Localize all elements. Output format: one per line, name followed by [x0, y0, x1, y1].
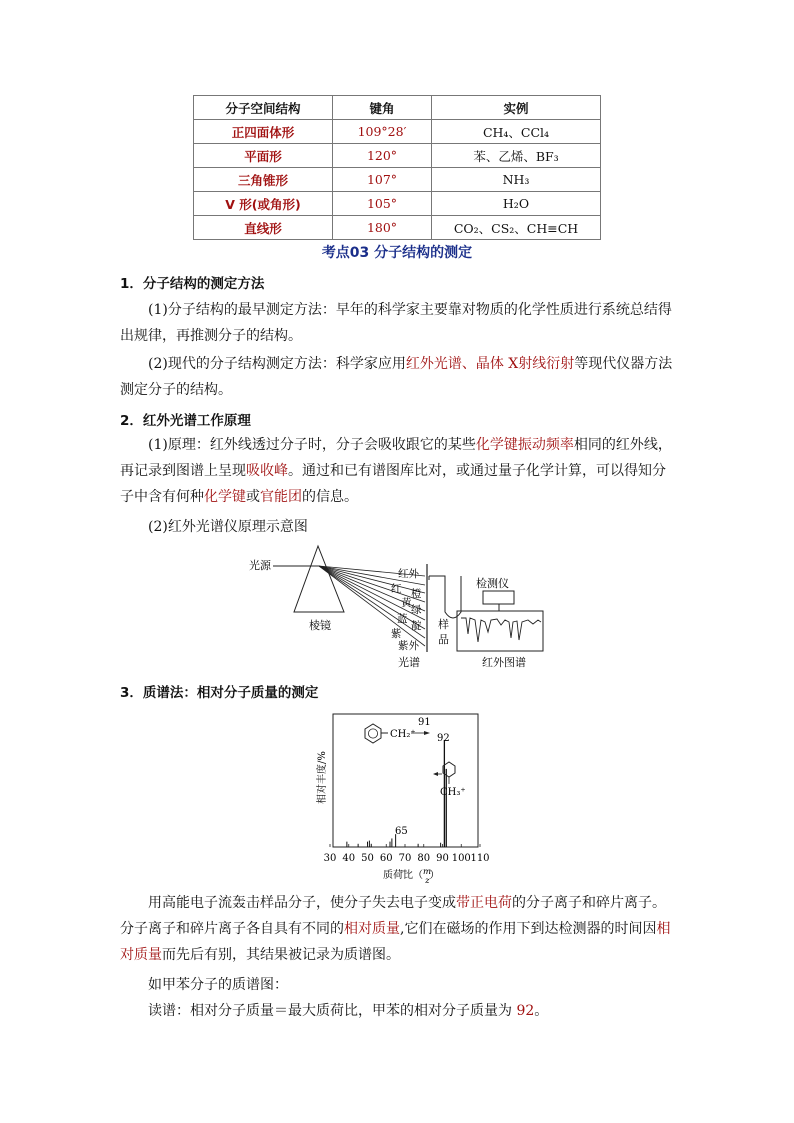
x-axis-label-suffix: ） — [429, 870, 440, 881]
section3-paragraph2: 如甲苯分子的质谱图： — [148, 977, 288, 993]
x-tick-label: 110 — [470, 853, 490, 864]
row-shape: 三角锥形 — [194, 168, 333, 192]
x-tick-label: 100 — [451, 853, 471, 864]
highlight-relative-mass-2: 相对质量 — [120, 921, 671, 963]
text-span: 。通过和已有谱图库比对，或通过量子化学计算，可以得知分子中含有何种 — [120, 463, 666, 505]
table-row — [194, 168, 601, 192]
spectrum-label: 光谱 — [398, 656, 420, 669]
row-shape: 正四面体形 — [194, 120, 333, 144]
annotation-ch3: CH₃⁺ — [440, 787, 466, 798]
row-shape: 平面形 — [194, 144, 333, 168]
row-shape: V 形(或角形) — [194, 192, 333, 216]
text-span: 等现代仪器方法测定分子的结构。 — [120, 356, 673, 398]
band-green: 绿 — [411, 604, 422, 616]
x-tick-label: 60 — [379, 853, 393, 864]
x-axis-label-z: z — [425, 876, 430, 886]
row-angle: 180° — [333, 216, 432, 240]
x-tick-label: 30 — [323, 853, 337, 864]
sample-tube — [429, 576, 461, 618]
section1-paragraph1: (1)分子结构的最早测定方法：早年的科学家主要靠对物质的化学性质进行系统总结得出规律，再推测分子的结构。 — [120, 302, 672, 344]
table-header-row — [194, 96, 601, 120]
x-tick-label: 90 — [436, 853, 449, 864]
row-example: NH₃ — [432, 168, 601, 192]
ir-chart-label: 红外图谱 — [482, 656, 526, 669]
text-span: (1)原理：红外线透过分子时，分子会吸收跟它的某些 — [148, 437, 476, 453]
text-span: 的分子离子和碎片离子。分子离子和碎片离子各自具有不同的 — [120, 895, 666, 937]
text-span: 而先后有别，其结果被记录为质谱图。 — [162, 947, 400, 963]
highlight-functional-group: 官能团 — [260, 489, 302, 505]
benzyl-structure — [365, 724, 388, 743]
sample-label-2: 品 — [438, 633, 449, 646]
text-span: 的信息。 — [302, 489, 358, 505]
band-blue: 蓝 — [397, 613, 408, 625]
band-infrared: 红外 — [398, 568, 419, 580]
ir-spectrum-trace — [461, 618, 541, 642]
row-example: CH₄、CCl₄ — [432, 120, 601, 144]
ir-spectrometer-diagram — [245, 540, 555, 672]
band-violet: 紫 — [391, 628, 402, 640]
highlight-bond-frequency: 化学键振动频率 — [475, 437, 574, 453]
x-tick-label: 70 — [398, 853, 412, 864]
molecular-geometry-table — [193, 95, 601, 240]
detector-label: 检测仪 — [476, 577, 509, 590]
x-axis-label — [383, 867, 440, 886]
band-indigo: 靛 — [411, 620, 422, 632]
band-orange: 橙 — [411, 588, 422, 600]
highlight-relative-mass: 相对质量 — [344, 921, 400, 937]
mass-spectrum-chart — [310, 706, 490, 886]
row-angle: 107° — [333, 168, 432, 192]
x-tick-label: 80 — [417, 853, 431, 864]
band-red: 红 — [391, 583, 402, 595]
text-span: ,它们在磁场的作用下到达检测器的时间因 — [400, 921, 657, 937]
section2-paragraph1 — [120, 432, 676, 510]
x-axis-label-m: m — [423, 867, 432, 877]
peak-label-91: 91 — [418, 717, 431, 728]
section2-paragraph2: (2)红外光谱仪原理示意图 — [148, 519, 308, 535]
section-title: 考点03 分子结构的测定 — [321, 245, 473, 261]
x-tick-label: 40 — [342, 853, 356, 864]
row-shape: 直线形 — [194, 216, 333, 240]
band-yellow: 黄 — [401, 597, 412, 609]
section1-heading: 1．分子结构的测定方法 — [120, 276, 265, 292]
highlight-chemical-bond: 化学键 — [204, 489, 246, 505]
text-span: 读谱：相对分子质量＝最大质荷比，甲苯的相对分子质量为 — [148, 1003, 517, 1019]
table-row — [194, 144, 601, 168]
text-span: (2)现代的分子结构测定方法：科学家应用 — [148, 356, 406, 372]
section3-paragraph1 — [120, 890, 676, 968]
section3-heading: 3．质谱法：相对分子质量的测定 — [120, 685, 319, 701]
sample-label-1: 样 — [438, 618, 449, 631]
section1-paragraph2 — [120, 351, 676, 403]
row-angle: 105° — [333, 192, 432, 216]
text-span: 用高能电子流轰击样品分子，使分子失去电子变成 — [148, 895, 456, 911]
annotation-ch2: CH₂⁺ — [390, 729, 416, 740]
row-example: H₂O — [432, 192, 601, 216]
section2-heading: 2．红外光谱工作原理 — [120, 413, 251, 429]
ir-chart-box — [457, 611, 543, 651]
section3-paragraph3 — [120, 998, 676, 1024]
row-example: 苯、乙烯、BF₃ — [432, 144, 601, 168]
highlight-positive-charge: 带正电荷 — [456, 895, 512, 911]
text-span: 。 — [534, 1003, 549, 1019]
highlight-molar-mass-92: 92 — [516, 1003, 535, 1019]
row-example: CO₂、CS₂、CH≡CH — [432, 216, 601, 240]
peak-label-92: 92 — [437, 733, 450, 744]
prism-label: 棱镜 — [309, 619, 331, 632]
row-angle: 120° — [333, 144, 432, 168]
header-angle: 键角 — [333, 96, 432, 120]
x-axis-label-prefix: 质荷比（ — [383, 870, 423, 881]
table-row — [194, 120, 601, 144]
x-tick-label: 50 — [361, 853, 374, 864]
text-span: 相同的红外线，再记录到图谱上呈现 — [120, 437, 672, 479]
light-source-label: 光源 — [249, 559, 271, 572]
band-ultraviolet: 紫外 — [398, 640, 419, 652]
detector-box — [483, 591, 514, 604]
header-shape: 分子空间结构 — [194, 96, 333, 120]
highlight-methods: 红外光谱、晶体 X射线衍射 — [405, 356, 575, 372]
row-angle: 109°28′ — [333, 120, 432, 144]
table-row — [194, 216, 601, 240]
y-axis-label: 相对丰度/% — [317, 751, 328, 804]
peak-label-65: 65 — [395, 826, 408, 837]
table-row — [194, 192, 601, 216]
highlight-absorption-peak: 吸收峰 — [246, 463, 288, 479]
text-span: 或 — [246, 489, 260, 505]
header-example: 实例 — [432, 96, 601, 120]
